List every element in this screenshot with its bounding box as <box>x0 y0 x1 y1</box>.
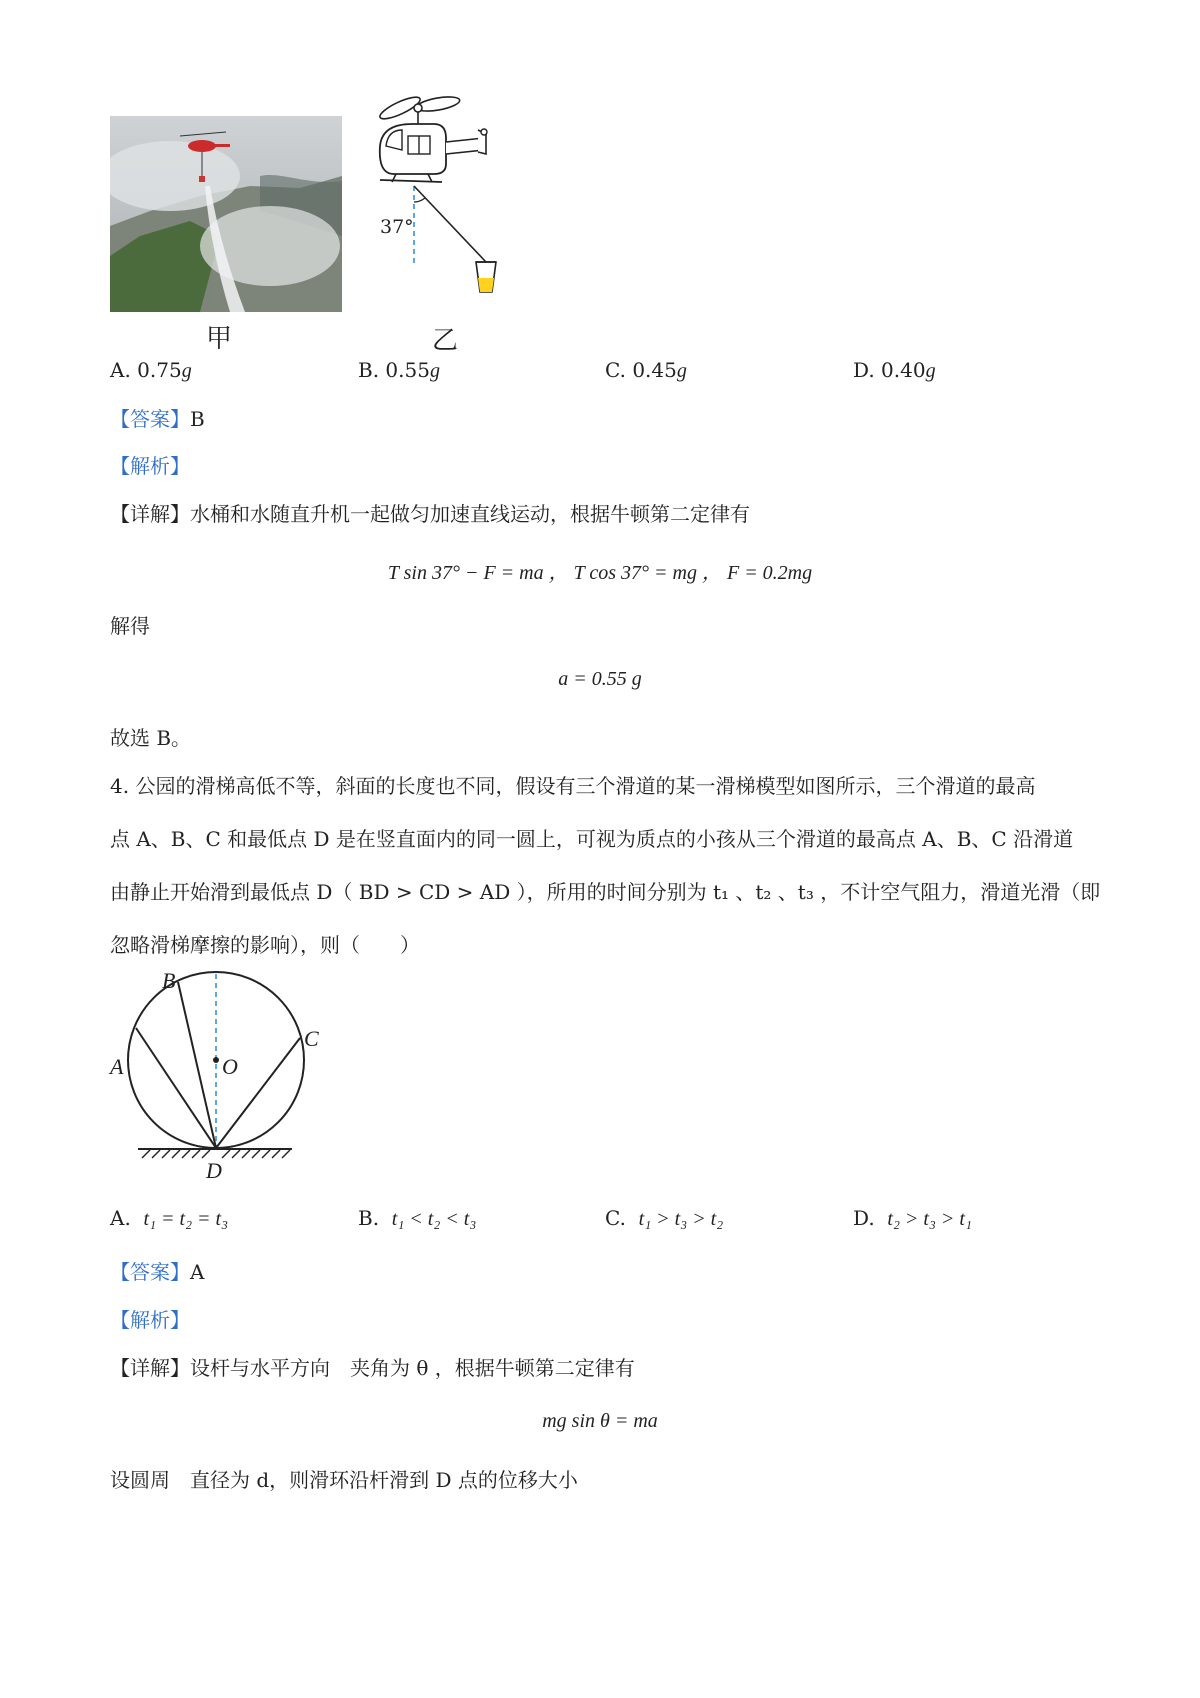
q3-option-c: C. 0.45g <box>605 358 687 382</box>
point-label-d: D <box>206 1158 222 1183</box>
q4-stem-line-1: 4. 公园的滑梯高低不等，斜面的长度也不同，假设有三个滑道的某一滑梯模型如图所示，三个滑道的最高 <box>110 774 1036 798</box>
photo-helicopter-fire <box>110 116 342 312</box>
helicopter-diagram <box>372 94 512 334</box>
q4-stem-line-3: 由静止开始滑到最低点 D（ BD > CD > AD ），所用的时间分别为 t₁ 、t₂ 、t₃ ，不计空气阻力，滑道光滑（即 <box>110 880 1101 904</box>
q3-analysis-tag: 【解析】 <box>110 454 190 478</box>
q4-analysis-tag: 【解析】 <box>110 1308 190 1332</box>
q4-detail: 【详解】设杆与水平方向 夹角为 θ ，根据牛顿第二定律有 <box>110 1356 635 1380</box>
q3-conclusion: 故选 B。 <box>110 726 192 750</box>
q3-answer: 【答案】B <box>110 407 205 431</box>
q3-detail: 【详解】水桶和水随直升机一起做匀加速直线运动，根据牛顿第二定律有 <box>110 502 750 526</box>
q3-equation-1: T sin 37° − F = ma ， T cos 37° = mg ， F = 0.2mg <box>387 562 813 584</box>
point-label-b: B <box>162 968 176 993</box>
q3-equation-2: a = 0.55 g <box>558 668 642 690</box>
q3-solve-text: 解得 <box>110 614 150 638</box>
point-label-o: O <box>222 1054 238 1079</box>
point-label-a: A <box>110 1054 124 1079</box>
q3-option-b: B. 0.55g <box>358 358 440 382</box>
q4-stem-line-4: 忽略滑梯摩擦的影响），则（ ） <box>110 933 420 957</box>
q4-option-d: D. t₂ > t₃ > t₁ <box>853 1206 972 1230</box>
q4-answer: 【答案】A <box>110 1260 205 1284</box>
q4-option-c: C. t₁ > t₃ > t₂ <box>605 1206 724 1230</box>
q4-last-line: 设圆周 直径为 d，则滑环沿杆滑到 D 点的位移大小 <box>110 1468 578 1492</box>
angle-label: 37° <box>380 216 414 238</box>
q4-option-b: B. t₁ < t₂ < t₃ <box>358 1206 477 1230</box>
q4-stem-line-2: 点 A、B、C 和最低点 D 是在竖直面内的同一圆上，可视为质点的小孩从三个滑道的最高点 A、B、C 沿滑道 <box>110 827 1074 851</box>
circle-slide-diagram <box>110 968 320 1178</box>
point-label-c: C <box>304 1026 319 1051</box>
q4-option-a: A. t₁ = t₂ = t₃ <box>110 1206 229 1230</box>
q3-option-a: A. 0.75g <box>110 358 192 382</box>
q4-equation-1: mg sin θ = ma <box>542 1410 658 1432</box>
q3-option-d: D. 0.40g <box>853 358 936 382</box>
figure-label-yi: 乙 <box>432 326 459 356</box>
figure-label-jia: 甲 <box>206 324 233 354</box>
